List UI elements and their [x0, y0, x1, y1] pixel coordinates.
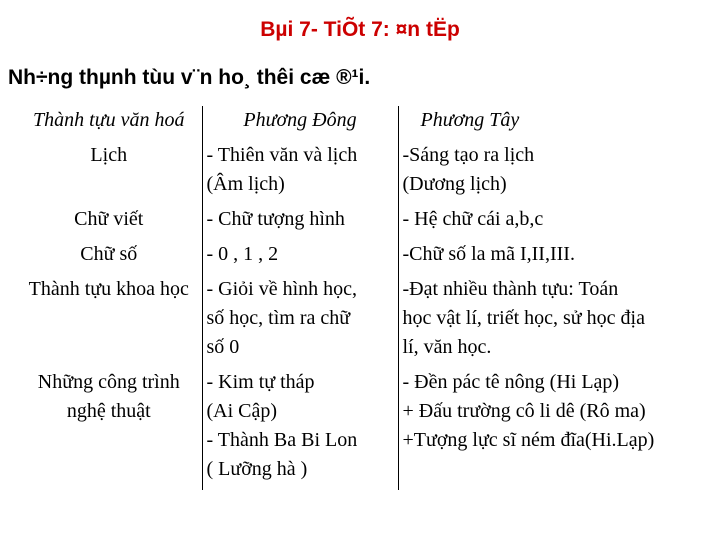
cell-line: học vật lí, triết học, sử học địa: [402, 307, 645, 329]
cell-line: - Kim tự tháp: [206, 371, 315, 393]
east-cell: [202, 205, 398, 240]
cell-line: - Đền pác tê nông (Hi Lạp): [402, 371, 620, 393]
cell-line: - Giỏi về hình học,: [206, 278, 358, 300]
table-row: [16, 141, 706, 205]
cell-line: -Sáng tạo ra lịch: [402, 144, 535, 166]
cell-line: - Thành Ba Bi Lon: [206, 429, 358, 451]
table-row: [16, 205, 706, 240]
page-subtitle: Nh÷ng thµnh tùu v¨n ho¸ thêi cæ ®¹i.: [8, 66, 371, 89]
cell-line: + Đấu trường cô li dê (Rô ma): [402, 400, 646, 422]
table-row: [16, 275, 706, 368]
table-row: [16, 368, 706, 490]
west-cell: [398, 240, 706, 275]
cell-line: - Hệ chữ cái a,b,c: [402, 208, 544, 230]
cell-line: +Tượng lực sĩ ném đĩa(Hi.Lạp): [402, 429, 655, 451]
row-category: Thành tựu khoa học: [28, 278, 189, 300]
east-cell: [202, 368, 398, 490]
west-cell: [398, 275, 706, 368]
table-header-row: [16, 106, 706, 141]
cell-line: ( Lưỡng hà ): [206, 458, 308, 480]
west-cell: [398, 368, 706, 490]
cell-line: (Dương lịch): [402, 173, 507, 195]
cell-line: - Chữ tượng hình: [206, 208, 345, 230]
cell-line: số học, tìm ra chữ: [206, 307, 351, 329]
row-category: Chữ viết: [74, 208, 144, 230]
cell-line: lí, văn học.: [402, 336, 492, 358]
row-category: Những công trình nghệ thuật: [37, 371, 180, 422]
cell-line: -Chữ số la mã I,II,III.: [402, 243, 575, 265]
header-west: Phương Tây: [398, 106, 706, 141]
cell-line: (Ai Cập): [206, 400, 278, 422]
east-cell: [202, 275, 398, 368]
header-achievement: Thành tựu văn hoá: [33, 109, 185, 131]
table-row: [16, 240, 706, 275]
cell-line: -Đạt nhiều thành tựu: Toán: [402, 278, 619, 300]
cell-line: - Thiên văn và lịch: [206, 144, 358, 166]
west-cell: [398, 141, 706, 205]
row-category: Chữ số: [80, 243, 138, 265]
culture-achievements-table: [16, 106, 706, 490]
header-east: Phương Đông: [202, 106, 398, 141]
cell-line: số 0: [206, 336, 240, 358]
east-cell: [202, 240, 398, 275]
row-category: Lịch: [90, 144, 128, 166]
cell-line: (Âm lịch): [206, 173, 285, 195]
west-cell: [398, 205, 706, 240]
cell-line: - 0 , 1 , 2: [206, 243, 279, 265]
east-cell: [202, 141, 398, 205]
page-title: Bµi 7- TiÕt 7: ¤n tËp: [260, 18, 460, 41]
